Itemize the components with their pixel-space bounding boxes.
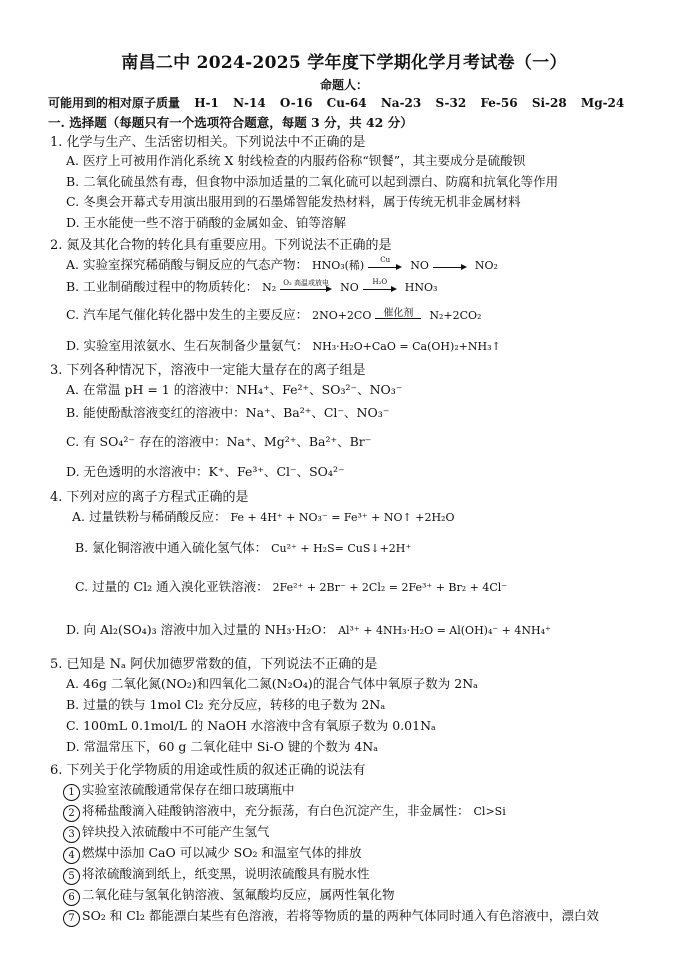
question-2-option-a: A. 实验室探究稀硝酸与铜反应的气态产物： HNO₃(稀) Cu NO NO₂ [66,255,498,272]
question-4-option-c: C. 过量的 Cl₂ 通入溴化亚铁溶液： 2Fe²⁺ + 2Br⁻ + 2Cl₂ = 2Fe³⁺ + Br₂ + 4Cl⁻ [75,579,508,594]
question-5-option-b: B. 过量的铁与 1mol Cl₂ 充分反应，转移的电子数为 2Nₐ [66,697,386,712]
mass-item: Na-23 [380,96,422,110]
question-3-option-a: A. 在常温 pH = 1 的溶液中：NH₄⁺、Fe²⁺、SO₃²⁻、NO₃⁻ [66,382,403,397]
question-3-option-b: B. 能使酚酞溶液变红的溶液中：Na⁺、Ba²⁺、Cl⁻、NO₃⁻ [66,405,390,420]
question-4-option-b: B. 氯化铜溶液中通入硫化氢气体： Cu²⁺ + H₂S= CuS↓+2H⁺ [75,540,412,555]
mass-item: Mg-24 [580,96,625,110]
question-1-option-a: A. 医疗上可被用作消化系统 X 射线检查的内服药俗称“钡餐”，其主要成分是硫酸钡 [66,153,526,168]
reaction-arrow: O₂ 高温或放电 [280,282,332,294]
question-4-option-d: D. 向 Al₂(SO₄)₃ 溶液中加入过量的 NH₃·H₂O： Al³⁺ + 4NH₃·H₂O = Al(OH)₄⁻ + 4NH₄⁺ [66,622,551,637]
mass-item: O-16 [279,96,313,110]
question-2-option-d: D. 实验室用浓氨水、生石灰制备少量氨气： NH₃·H₂O+CaO = Ca(OH)₂+NH₃↑ [66,338,501,353]
question-6-statement-4: 4 燃煤中添加 CaO 可以减少 SO₂ 和温室气体的排放 [63,843,361,864]
reaction-arrow: Cu [368,260,402,272]
section-heading: 一. 选择题（每题只有一个选项符合题意，每题 3 分，共 42 分） [48,115,413,130]
atomic-masses-line [48,94,634,111]
exam-title: 南昌二中 2024-2025 学年度下学期化学月考试卷（一） [121,53,567,73]
question-3-option-d: D. 无色透明的水溶液中：K⁺、Fe³⁺、Cl⁻、SO₄²⁻ [66,464,345,479]
question-6-statement-6: 6 二氧化硅与氢氧化钠溶液、氢氟酸均反应，属两性氧化物 [63,885,395,906]
question-6-statement-7: 7 SO₂ 和 Cl₂ 都能漂白某些有色溶液，若将等物质的量的两种气体同时通入有色溶液中，漂白效 [63,906,599,927]
question-2-option-b: B. 工业制硝酸过程中的物质转化： N₂ O₂ 高温或放电 NO H₂O HNO₃ [66,277,438,294]
question-1-option-b: B. 二氧化硫虽然有毒，但食物中添加适量的二氧化硫可以起到漂白、防腐和抗氧化等作用 [66,174,559,189]
question-1-option-d: D. 王水能使一些不溶于硝酸的金属如金、铂等溶解 [66,215,347,230]
question-5-stem: 5. 已知是 Nₐ 阿伏加德罗常数的值，下列说法不正确的是 [50,657,378,672]
mass-item: H-1 [194,96,219,110]
question-2-stem: 2. 氮及其化合物的转化具有重要应用。下列说法不正确的是 [50,238,392,253]
question-3-option-c: C. 有 SO₄²⁻ 存在的溶液中：Na⁺、Mg²⁺、Ba²⁺、Br⁻ [66,434,372,449]
mass-item: N-14 [233,96,266,110]
reaction-arrow [433,260,467,272]
mass-item: Si-28 [531,96,567,110]
catalyst-equals: 催化剂 [375,308,421,324]
mass-item: S-32 [435,96,467,110]
question-6-statement-2: 2 将稀盐酸滴入硅酸钠溶液中，充分振荡，有白色沉淀产生，非金属性： Cl>Si [63,801,506,822]
question-4-stem: 4. 下列对应的离子方程式正确的是 [50,490,249,505]
question-6-statement-3: 3 锌块投入浓硫酸中不可能产生氢气 [63,822,270,843]
question-5-option-a: A. 46g 二氧化氮(NO₂)和四氧化二氮(N₂O₄)的混合气体中氧原子数为 2Nₐ [66,676,478,691]
question-4-option-a: A. 过量铁粉与稀硝酸反应： Fe + 4H⁺ + NO₃⁻ = Fe³⁺ + NO↑ +2H₂O [72,509,455,524]
question-3-stem: 3. 下列各种情况下，溶液中一定能大量存在的离子组是 [50,363,366,378]
mass-item: Cu-64 [326,96,367,110]
mass-item: Fe-56 [480,96,518,110]
question-5-option-d: D. 常温常压下，60 g 二氧化硅中 Si-O 键的个数为 4Nₐ [66,739,379,754]
question-5-option-c: C. 100mL 0.1mol/L 的 NaOH 水溶液中含有氧原子数为 0.01Nₐ [66,718,436,733]
author-label: 命题人： [319,78,368,92]
question-2-option-c: C. 汽车尾气催化转化器中发生的主要反应： 2NO+2CO 催化剂 N₂+2CO₂ [66,307,482,322]
masses-label: 可能用到的相对原子质量 [48,96,181,110]
question-6-statement-1: 1 实验室浓硫酸通常保存在细口玻璃瓶中 [63,780,295,801]
question-1-option-c: C. 冬奥会开幕式专用演出服用到的石墨烯智能发热材料，属于传统无机非金属材料 [66,194,521,209]
question-6-statement-5: 5 将浓硫酸滴到纸上，纸变黑，说明浓硫酸具有脱水性 [63,864,370,885]
reaction-arrow: H₂O [363,282,397,294]
question-6-stem: 6. 下列关于化学物质的用途或性质的叙述正确的说法有 [50,763,366,778]
question-1-stem: 1. 化学与生产、生活密切相关。下列说法中不正确的是 [50,135,366,150]
